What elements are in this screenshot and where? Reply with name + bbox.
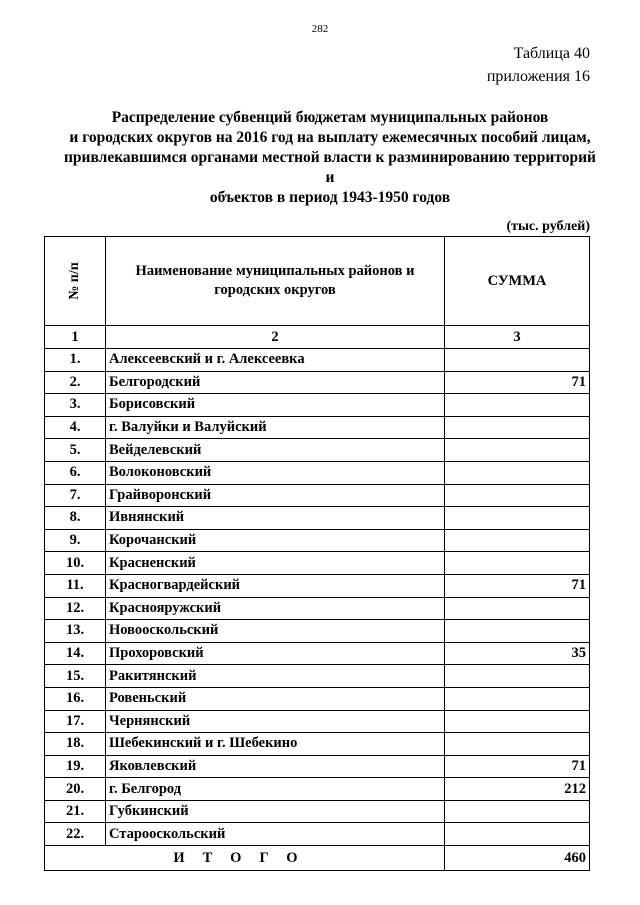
row-number: 7. xyxy=(45,484,106,507)
row-name: Чернянский xyxy=(106,710,445,733)
table-row xyxy=(45,800,590,823)
row-number: 2. xyxy=(45,371,106,394)
row-number: 10. xyxy=(45,552,106,575)
column-index-row xyxy=(45,326,590,349)
table-header-row xyxy=(45,237,590,326)
row-number: 13. xyxy=(45,620,106,643)
row-name: Красногвардейский xyxy=(106,574,445,597)
title-line: объектов в период 1943-1950 годов xyxy=(209,189,451,206)
row-sum: 71 xyxy=(445,371,590,394)
row-sum xyxy=(445,507,590,530)
table-row xyxy=(45,439,590,462)
row-name: Алексеевский и г. Алексеевка xyxy=(106,349,445,372)
row-number: 5. xyxy=(45,439,106,462)
table-row xyxy=(45,687,590,710)
row-name: Новооскольский xyxy=(106,620,445,643)
row-name: Губкинский xyxy=(106,800,445,823)
appendix-reference xyxy=(487,42,590,88)
page-number: 282 xyxy=(311,23,329,35)
column-index: 3 xyxy=(445,326,590,349)
table-row xyxy=(45,484,590,507)
title-line: Распределение субвенций бюджетам муниципальных районов xyxy=(111,109,549,126)
row-number: 9. xyxy=(45,529,106,552)
row-sum: 71 xyxy=(445,574,590,597)
table-row xyxy=(45,574,590,597)
row-sum xyxy=(445,687,590,710)
table-row xyxy=(45,733,590,756)
row-name: Ивнянский xyxy=(106,507,445,530)
title-line: и городских округов на 2016 год на выплату ежемесячных пособий лицам, xyxy=(69,129,591,146)
row-sum xyxy=(445,710,590,733)
row-number: 12. xyxy=(45,597,106,620)
row-number: 1. xyxy=(45,349,106,372)
row-name: г. Белгород xyxy=(106,778,445,801)
document-title xyxy=(60,108,600,208)
total-label: ИТОГО xyxy=(45,846,445,871)
row-number: 4. xyxy=(45,416,106,439)
row-number: 17. xyxy=(45,710,106,733)
appendix-attachment-label: приложения 16 xyxy=(486,68,590,85)
row-name: Волоконовский xyxy=(106,461,445,484)
row-name: Ровеньский xyxy=(106,687,445,710)
row-number: 11. xyxy=(45,574,106,597)
table-row xyxy=(45,823,590,846)
row-name: Корочанский xyxy=(106,529,445,552)
table-row xyxy=(45,371,590,394)
table-row xyxy=(45,394,590,417)
row-number: 6. xyxy=(45,461,106,484)
row-sum xyxy=(445,484,590,507)
table-row xyxy=(45,597,590,620)
row-number: 21. xyxy=(45,800,106,823)
row-number: 8. xyxy=(45,507,106,530)
title-line: привлекавшимся органами местной власти к разминированию территорий и xyxy=(63,149,596,186)
row-sum xyxy=(445,416,590,439)
header-number-label: № п/п xyxy=(67,262,82,300)
table-row xyxy=(45,529,590,552)
row-sum xyxy=(445,529,590,552)
row-sum xyxy=(445,665,590,688)
row-number: 19. xyxy=(45,755,106,778)
column-index: 2 xyxy=(106,326,445,349)
row-name: Старооскольский xyxy=(106,823,445,846)
row-number: 14. xyxy=(45,642,106,665)
row-sum xyxy=(445,439,590,462)
appendix-table-label: Таблица 40 xyxy=(513,45,590,62)
row-name: Вейделевский xyxy=(106,439,445,462)
row-sum xyxy=(445,733,590,756)
row-sum xyxy=(445,823,590,846)
table-row xyxy=(45,665,590,688)
row-name: Прохоровский xyxy=(106,642,445,665)
row-name: Грайворонский xyxy=(106,484,445,507)
row-sum xyxy=(445,349,590,372)
table-row xyxy=(45,552,590,575)
table-row xyxy=(45,755,590,778)
table-row xyxy=(45,710,590,733)
row-number: 3. xyxy=(45,394,106,417)
column-index: 1 xyxy=(45,326,106,349)
row-number: 18. xyxy=(45,733,106,756)
row-name: Ракитянский xyxy=(106,665,445,688)
row-sum: 71 xyxy=(445,755,590,778)
table-row xyxy=(45,349,590,372)
table-row xyxy=(45,416,590,439)
subsidy-table xyxy=(44,236,590,871)
header-number xyxy=(45,237,106,326)
row-name: Яковлевский xyxy=(106,755,445,778)
table-row xyxy=(45,507,590,530)
row-name: Борисовский xyxy=(106,394,445,417)
row-sum xyxy=(445,552,590,575)
table-row xyxy=(45,778,590,801)
row-name: Краснояружский xyxy=(106,597,445,620)
row-number: 20. xyxy=(45,778,106,801)
row-sum xyxy=(445,800,590,823)
header-name: Наименование муниципальных районов и городских округов xyxy=(106,237,445,326)
row-number: 16. xyxy=(45,687,106,710)
header-sum: СУММА xyxy=(445,237,590,326)
row-sum: 35 xyxy=(445,642,590,665)
units-label: (тыс. рублей) xyxy=(506,219,590,234)
row-sum xyxy=(445,394,590,417)
row-sum xyxy=(445,461,590,484)
total-sum: 460 xyxy=(445,846,590,871)
row-name: Красненский xyxy=(106,552,445,575)
row-sum: 212 xyxy=(445,778,590,801)
total-row xyxy=(45,846,590,871)
row-number: 22. xyxy=(45,823,106,846)
table-row xyxy=(45,642,590,665)
table-row xyxy=(45,620,590,643)
row-name: Шебекинский и г. Шебекино xyxy=(106,733,445,756)
row-sum xyxy=(445,597,590,620)
row-number: 15. xyxy=(45,665,106,688)
row-name: г. Валуйки и Валуйский xyxy=(106,416,445,439)
row-name: Белгородский xyxy=(106,371,445,394)
row-sum xyxy=(445,620,590,643)
table-row xyxy=(45,461,590,484)
